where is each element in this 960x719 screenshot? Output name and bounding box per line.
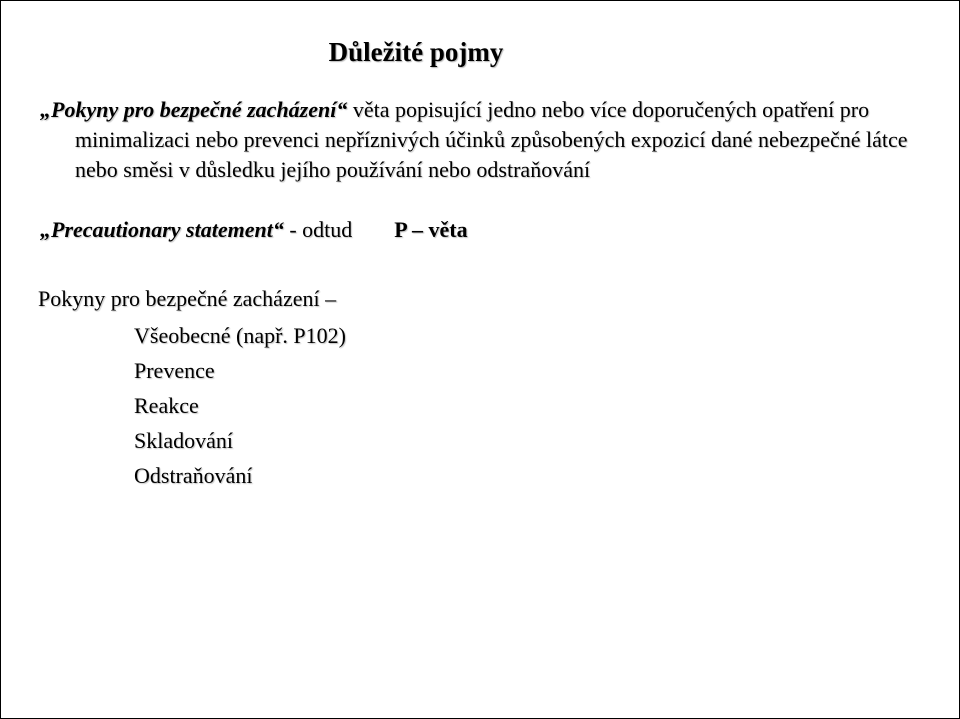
category-list bbox=[134, 318, 346, 493]
p-sentence-label: P – věta bbox=[394, 217, 468, 242]
precautionary-english-term: „Precautionary statement“ bbox=[40, 217, 284, 242]
definition-paragraph bbox=[40, 95, 955, 185]
category-item-disposal: Odstraňování bbox=[134, 463, 253, 488]
category-list-heading: Pokyny pro bezpečné zacházení – bbox=[38, 286, 337, 311]
category-item-general: Všeobecné (např. P102) bbox=[134, 323, 346, 348]
slide-title: Důležité pojmy bbox=[328, 37, 504, 67]
category-item-prevention: Prevence bbox=[134, 358, 215, 383]
precautionary-statement-line bbox=[40, 215, 920, 245]
definition-term: „Pokyny pro bezpečné zacházení“ bbox=[40, 97, 348, 122]
category-item-response: Reakce bbox=[134, 393, 199, 418]
definition-text: věta popisující jedno nebo více doporučených opatření pro minimalizaci nebo prevenci nepříznivých účinků způsobených expozicí dané nebezpečné látce nebo směsi v důsledku jejího používání nebo odstraňování bbox=[75, 97, 908, 182]
category-item-storage: Skladování bbox=[134, 428, 233, 453]
precautionary-connector: - odtud bbox=[283, 217, 353, 242]
